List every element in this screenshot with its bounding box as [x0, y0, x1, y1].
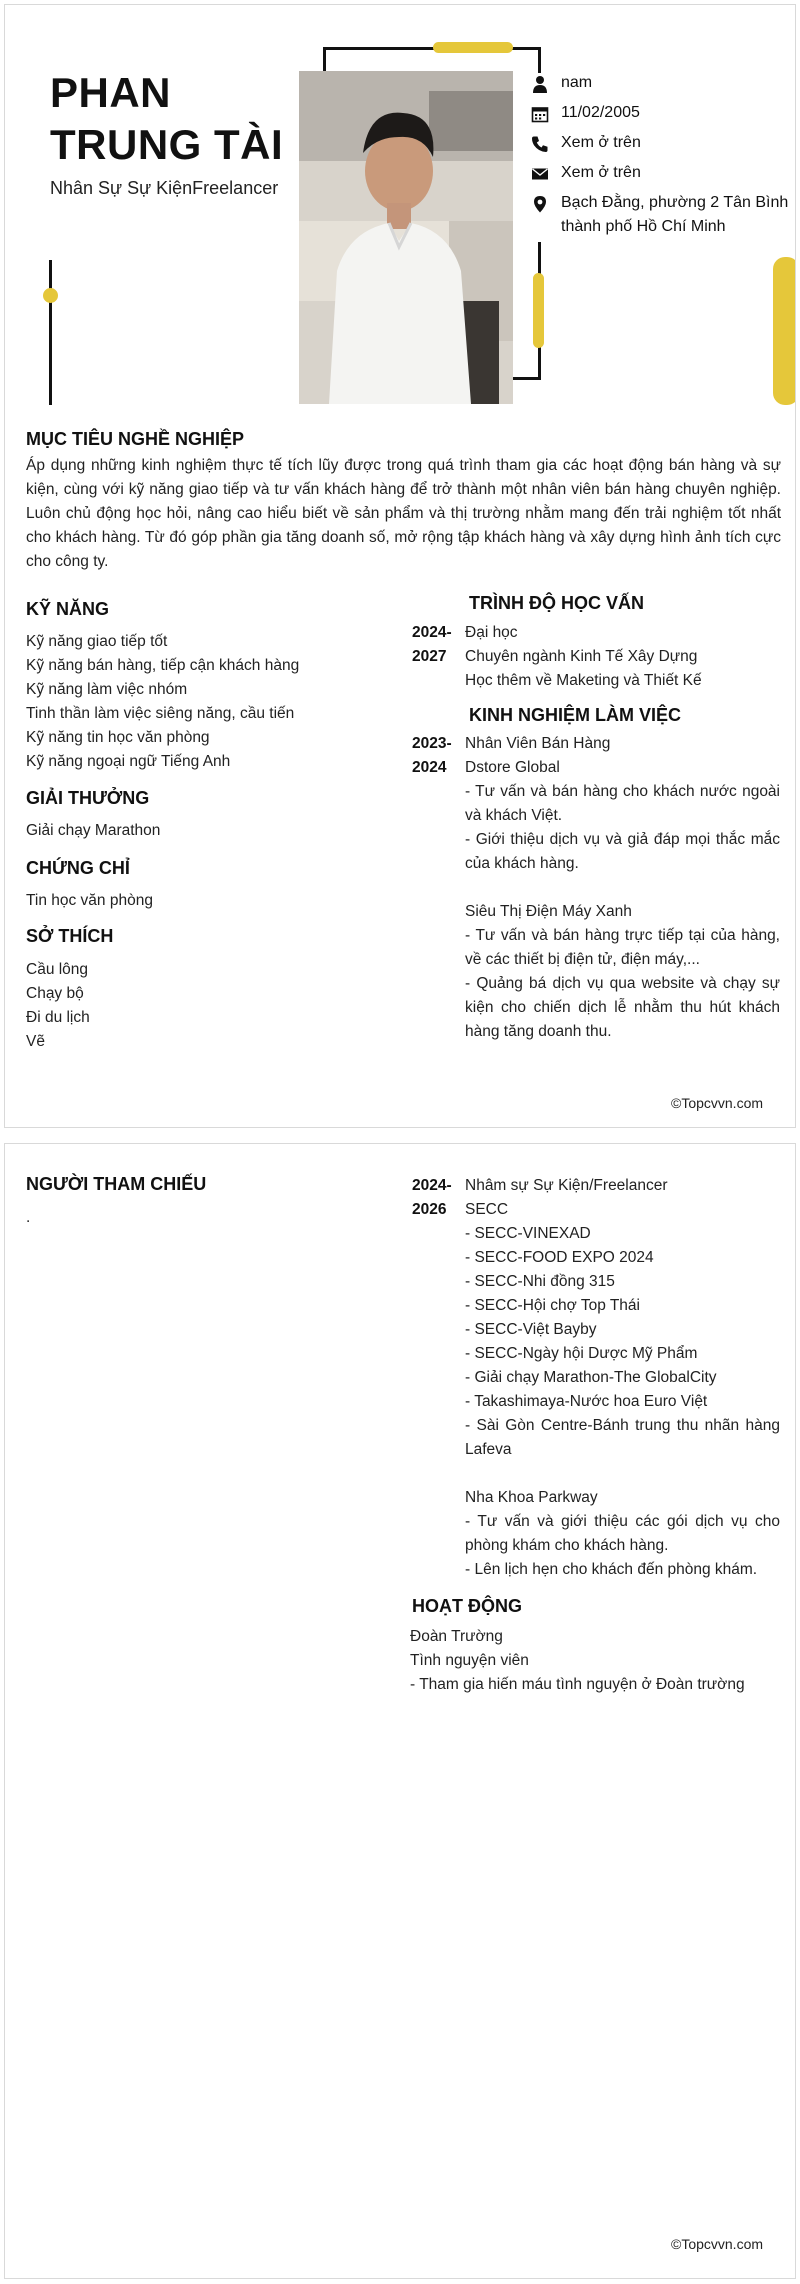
hobbies-list [26, 958, 90, 1054]
experience-line: Nha Khoa Parkway [465, 1489, 598, 1506]
references-title: NGƯỜI THAM CHIẾU [26, 1174, 207, 1194]
accent-bar-edge [773, 257, 796, 405]
experience-line: Nhâm sự Sự Kiện/Freelancer [465, 1177, 668, 1194]
experience-line: - SECC-Ngày hội Dược Mỹ Phẩm [465, 1345, 698, 1362]
experience-line: - Tư vấn và bán hàng trực tiếp tại của hàng, về các thiết bị điện tử, điện máy,... [465, 927, 780, 968]
education-line: Học thêm về Maketing và Thiết Kế [465, 672, 702, 689]
accent-bar-top [433, 42, 513, 53]
education-details [465, 621, 780, 693]
skills-title: KỸ NĂNG [26, 599, 110, 619]
contact-gender-text: nam [561, 74, 593, 91]
experience-line: - SECC-Hội chợ Top Thái [465, 1297, 640, 1314]
activities-list [410, 1625, 745, 1697]
candidate-name-line1: PHAN [50, 69, 172, 116]
contact-address-text: Bạch Đằng, phường 2 Tân Bình thành phố Hồ Chí Minh [561, 194, 789, 235]
experience-line: - Takashimaya-Nước hoa Euro Việt [465, 1393, 708, 1410]
frame-line-top-right-drop [538, 47, 541, 73]
experience-line: - Sài Gòn Centre-Bánh trung thu nhãn hàng Lafeva [465, 1417, 780, 1458]
awards-title: GIẢI THƯỞNG [26, 788, 150, 808]
experience-line: - Giải chạy Marathon-The GlobalCity [465, 1369, 717, 1386]
experience-line: Nhân Viên Bán Hàng [465, 735, 611, 752]
candidate-name [50, 67, 283, 171]
list-item: Kỹ năng làm việc nhóm [26, 681, 188, 698]
year-start: 2024- [412, 1177, 452, 1194]
experience-1-details [465, 732, 780, 1044]
list-item: Kỹ năng bán hàng, tiếp cận khách hàng [26, 657, 300, 674]
experience-line: - Tư vấn và bán hàng cho khách nước ngoài và khách Việt. [465, 783, 780, 824]
list-item: Kỹ năng ngoại ngữ Tiếng Anh [26, 753, 231, 770]
experience-line: - Tư vấn và giới thiệu các gói dịch vụ cho phòng khám cho khách hàng. [465, 1513, 780, 1554]
hobbies-title: SỞ THÍCH [26, 926, 114, 946]
location-pin-icon [531, 195, 549, 213]
education-years [412, 621, 458, 669]
job-title: Nhân Sự Sự KiệnFreelancer [50, 178, 279, 198]
experience-line: Siêu Thị Điện Máy Xanh [465, 903, 632, 920]
references-text: . [26, 1209, 31, 1226]
experience-line: - SECC-Nhi đồng 315 [465, 1273, 615, 1290]
experience-entry-2 [412, 1174, 782, 1594]
objective-title: MỤC TIÊU NGHỀ NGHIỆP [26, 429, 245, 449]
experience-line: - SECC-Việt Bayby [465, 1321, 597, 1338]
education-entry [412, 621, 782, 696]
experience-line: - SECC-VINEXAD [465, 1225, 591, 1242]
education-line: Đại học [465, 624, 518, 641]
list-item: Kỹ năng giao tiếp tốt [26, 633, 168, 650]
person-icon [531, 75, 549, 93]
list-item: Đi du lịch [26, 1009, 90, 1026]
profile-photo [299, 71, 513, 404]
frame-line-left-vertical [49, 260, 52, 405]
envelope-icon [531, 165, 549, 183]
list-item: - Tham gia hiến máu tình nguyện ở Đoàn trường [410, 1676, 745, 1693]
skills-list [26, 630, 299, 774]
list-item: Giải chạy Marathon [26, 822, 161, 839]
year-start: 2024- [412, 624, 452, 641]
experience-title: KINH NGHIỆM LÀM VIỆC [469, 705, 682, 725]
awards-list [26, 819, 160, 843]
contact-email-text: Xem ở trên [561, 164, 641, 181]
frame-line-bottom-right [513, 377, 541, 380]
experience-line [465, 876, 780, 900]
accent-bar-right [533, 273, 544, 348]
candidate-name-line2: TRUNG TÀI [50, 121, 284, 168]
experience-1-years [412, 732, 458, 780]
year-end: 2026 [412, 1201, 447, 1218]
list-item: Tình nguyện viên [410, 1652, 529, 1669]
experience-entry-1 [412, 732, 782, 1052]
experience-line: Dstore Global [465, 759, 560, 776]
contact-phone-text: Xem ở trên [561, 134, 641, 151]
list-item: Kỹ năng tin học văn phòng [26, 729, 210, 746]
cv-page-1 [4, 4, 796, 1128]
year-end: 2024 [412, 759, 447, 776]
list-item: Vẽ [26, 1033, 45, 1050]
list-item: Tin học văn phòng [26, 892, 153, 909]
certificates-title: CHỨNG CHỈ [26, 858, 130, 878]
experience-line: - Giới thiệu dịch vụ và giả đáp mọi thắc mắc của khách hàng. [465, 831, 780, 872]
year-start: 2023- [412, 735, 452, 752]
objective-text: Áp dụng những kinh nghiệm thực tế tích lũy được trong quá trình tham gia các hoạt động bán hàng và sự kiện, cùng với kỹ năng giao tiếp và tư vấn khách hàng để trở thành một nhân viên bán hàng chuyên nghiệp. Luôn chủ động học hỏi, nâng cao hiểu biết về sản phẩm và thị trường nhằm mang đến trải nghiệm tốt nhất cho khách hàng. Từ đó góp phần gia tăng doanh số, mở rộng tập khách hàng và xây dựng hình ảnh tích cực cho công ty. [26, 457, 781, 570]
contact-birthdate-text: 11/02/2005 [561, 104, 640, 121]
experience-2-years [412, 1174, 458, 1222]
certificates-list [26, 889, 153, 913]
list-item: Đoàn Trường [410, 1628, 503, 1645]
education-line: Chuyên ngành Kinh Tế Xây Dựng [465, 648, 698, 665]
footer-brand: ©Topcvvn.com [671, 2236, 764, 2252]
profile-photo-illustration [299, 71, 513, 404]
frame-line-top-left-drop [323, 47, 326, 73]
experience-line: SECC [465, 1201, 509, 1218]
cv-page-2 [4, 1143, 796, 2279]
experience-2-details [465, 1174, 780, 1582]
experience-line: - SECC-FOOD EXPO 2024 [465, 1249, 654, 1266]
activities-title: HOẠT ĐỘNG [412, 1596, 522, 1616]
education-title: TRÌNH ĐỘ HỌC VẤN [469, 593, 644, 613]
accent-dot-left [43, 288, 58, 303]
phone-icon [531, 135, 549, 153]
list-item: Tinh thần làm việc siêng năng, cầu tiến [26, 705, 295, 722]
list-item: Chạy bộ [26, 985, 84, 1002]
experience-line: - Quảng bá dịch vụ qua website và chạy sự kiện cho chiến dịch lễ nhằm thu hút khách hàng tăng doanh thu. [465, 975, 780, 1040]
footer-brand: ©Topcvvn.com [671, 1095, 764, 1111]
list-item: Cầu lông [26, 961, 89, 978]
calendar-icon [531, 105, 549, 123]
experience-line: - Lên lịch hẹn cho khách đến phòng khám. [465, 1561, 758, 1578]
year-end: 2027 [412, 648, 447, 665]
experience-line [465, 1462, 780, 1486]
